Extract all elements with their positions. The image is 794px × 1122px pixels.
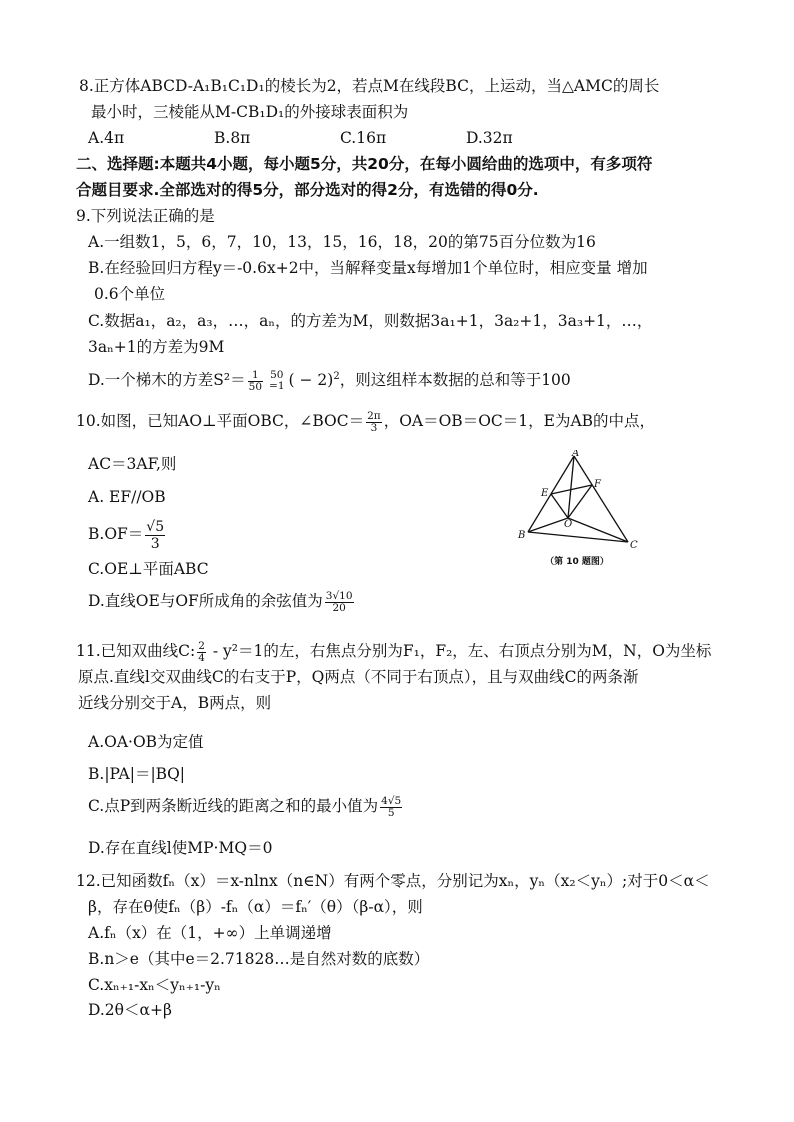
q10-option-b-prefix: B.OF＝ — [88, 525, 144, 543]
q11-stem-line1 — [76, 640, 711, 664]
label-c: C — [630, 540, 638, 551]
q8-option-a: A.4π — [88, 129, 125, 147]
label-b: B — [518, 530, 526, 541]
q9-stem: 9.下列说法正确的是 — [76, 207, 215, 225]
q11-c-num: 4√5 — [381, 794, 402, 807]
q11-option-c-prefix: C.点P到两条断近线的距离之和的最小值为 — [88, 797, 379, 815]
q10-d-den: 20 — [332, 601, 346, 614]
q9-d-suffix: ，则这组样本数据的总和等于100 — [339, 371, 571, 390]
q10-b-num: √5 — [146, 518, 165, 535]
q10-angle-den: 3 — [370, 421, 378, 434]
q10-angle-num: 2π — [367, 409, 381, 422]
q9-d-frac-num: 1 — [248, 370, 263, 382]
q10-stem-suffix: ，OA＝OB＝OC＝1，E为AB的中点， — [383, 412, 656, 430]
label-a: A — [572, 450, 580, 459]
q11-stem-prefix: 11.已知双曲线C: — [76, 642, 196, 660]
q8-option-c: C.16π — [340, 129, 387, 147]
q10-option-b — [88, 516, 167, 552]
section2-heading-line1: 二、选择题:本题共4小题，每小题5分，共20分，在每小圆给曲的选项中，有多项符 — [76, 155, 653, 173]
q11-option-b: B.|PA|＝|BQ| — [88, 765, 186, 783]
q9-option-d-prefix: D.一个梯木的方差S²＝ — [88, 371, 246, 390]
q12-option-b: B.n＞e（其中e＝2.71828…是自然对数的底数） — [88, 950, 430, 968]
q9-option-d — [88, 366, 571, 393]
q10-d-num: 3√10 — [325, 589, 353, 602]
q9-option-c-line2: 3aₙ+1的方差为9M — [88, 338, 225, 356]
q10-option-d — [88, 590, 356, 614]
q9-d-fraction — [248, 370, 263, 393]
q11-c-fraction — [380, 796, 402, 819]
q11-option-c — [88, 795, 404, 819]
q8-stem-line1: 8.正方体ABCD-A₁B₁C₁D₁的棱长为2，若点M在线段BC，上运动，当△AMC的周长 — [79, 77, 660, 95]
q11-stem-line2: 原点.直线l交双曲线C的右支于P，Q两点（不同于右顶点），且与双曲线C的两条渐 — [78, 668, 639, 686]
q10-stem-prefix: 10.如图，已知AO⊥平面OBC，∠BOC＝ — [76, 412, 365, 430]
label-f: F — [594, 479, 601, 490]
q9-option-a: A.一组数1，5，6，7，10，13，15，16，18，20的第75百分位数为16 — [88, 233, 596, 251]
figure-caption: （第 10 题图） — [545, 557, 609, 567]
q10-d-fraction — [325, 591, 354, 614]
q12-option-c: C.xₙ₊₁-xₙ＜yₙ₊₁-yₙ — [88, 976, 221, 994]
q11-hyperbola-fraction — [197, 641, 206, 664]
edge-bo — [528, 518, 568, 532]
q10-option-c: C.OE⊥平面ABC — [88, 560, 209, 578]
segment-oe — [551, 494, 568, 518]
q12-stem-line2: β，存在θ使fₙ（β）-fₙ（α）＝fₙ′（θ）（β-α），则 — [88, 898, 423, 916]
q10-tetrahedron-figure — [512, 450, 642, 572]
q8-stem-line2: 最小时，三棱能从M-CB₁D₁的外接球表面积为 — [91, 103, 409, 121]
q12-stem-line1: 12.已知函数fₙ（x）＝x-nlnx（n∈N）有两个零点，分别记为xₙ，yₙ（x₂＜yₙ）;对于0＜α＜ — [76, 872, 710, 890]
q11-stem-suffix: - y²＝1的左，右焦点分别为F₁，F₂，左、右顶点分别为M，N，O为坐标 — [207, 642, 712, 660]
q9-option-b-line1: B.在经验回归方程y＝-0.6x+2中，当解释变量x每增加1个单位时，相应变量 增加 — [88, 259, 648, 277]
q9-option-b-line2: 0.6个单位 — [94, 285, 166, 303]
q10-option-d-prefix: D.直线OE与OF所成角的余弦值为 — [88, 592, 323, 610]
q8-option-b: B.8π — [214, 129, 251, 147]
label-o: O — [564, 519, 573, 530]
q11-option-d: D.存在直线l使MP·MQ＝0 — [88, 839, 273, 857]
q11-option-a: A.OA·OB为定值 — [88, 733, 204, 751]
q10-b-den: 3 — [150, 535, 160, 552]
q9-d-sum-top: 50 — [270, 369, 284, 382]
q10-option-a: A. EF//OB — [88, 488, 166, 506]
q10-stem-line2: AC＝3AF,则 — [88, 455, 177, 473]
q9-d-exponent: 2 — [333, 371, 340, 382]
q12-option-d: D.2θ＜α+β — [88, 1001, 172, 1019]
q11-stem-line3: 近线分别交于A，B两点，则 — [78, 694, 272, 712]
q9-d-sum-bottom: =1 — [269, 380, 285, 393]
q11-hyp-den: 4 — [198, 651, 205, 664]
q9-d-summation — [269, 370, 284, 392]
q11-c-den: 5 — [387, 806, 395, 819]
q12-option-a: A.fₙ（x）在（1，+∞）上单调递增 — [88, 924, 332, 942]
q10-b-fraction — [145, 519, 165, 552]
q9-option-c-line1: C.数据a₁，a₂，a₃，…，aₙ，的方差为M，则数据3a₁+1，3a₂+1，3a₃+1，…， — [88, 312, 653, 330]
q11-hyp-num: 2 — [198, 639, 205, 652]
section2-heading-line2: 合题目要求.全部选对的得5分，部分选对的得2分，有选错的得0分. — [76, 181, 539, 199]
label-e: E — [541, 488, 549, 499]
edge-bc — [528, 532, 628, 542]
q8-option-d: D.32π — [466, 129, 513, 147]
q10-stem-line1 — [76, 410, 655, 434]
q9-d-middle: ( − 2) — [288, 371, 334, 390]
q9-d-frac-den: 50 — [248, 380, 263, 393]
q10-angle-fraction — [366, 411, 382, 434]
